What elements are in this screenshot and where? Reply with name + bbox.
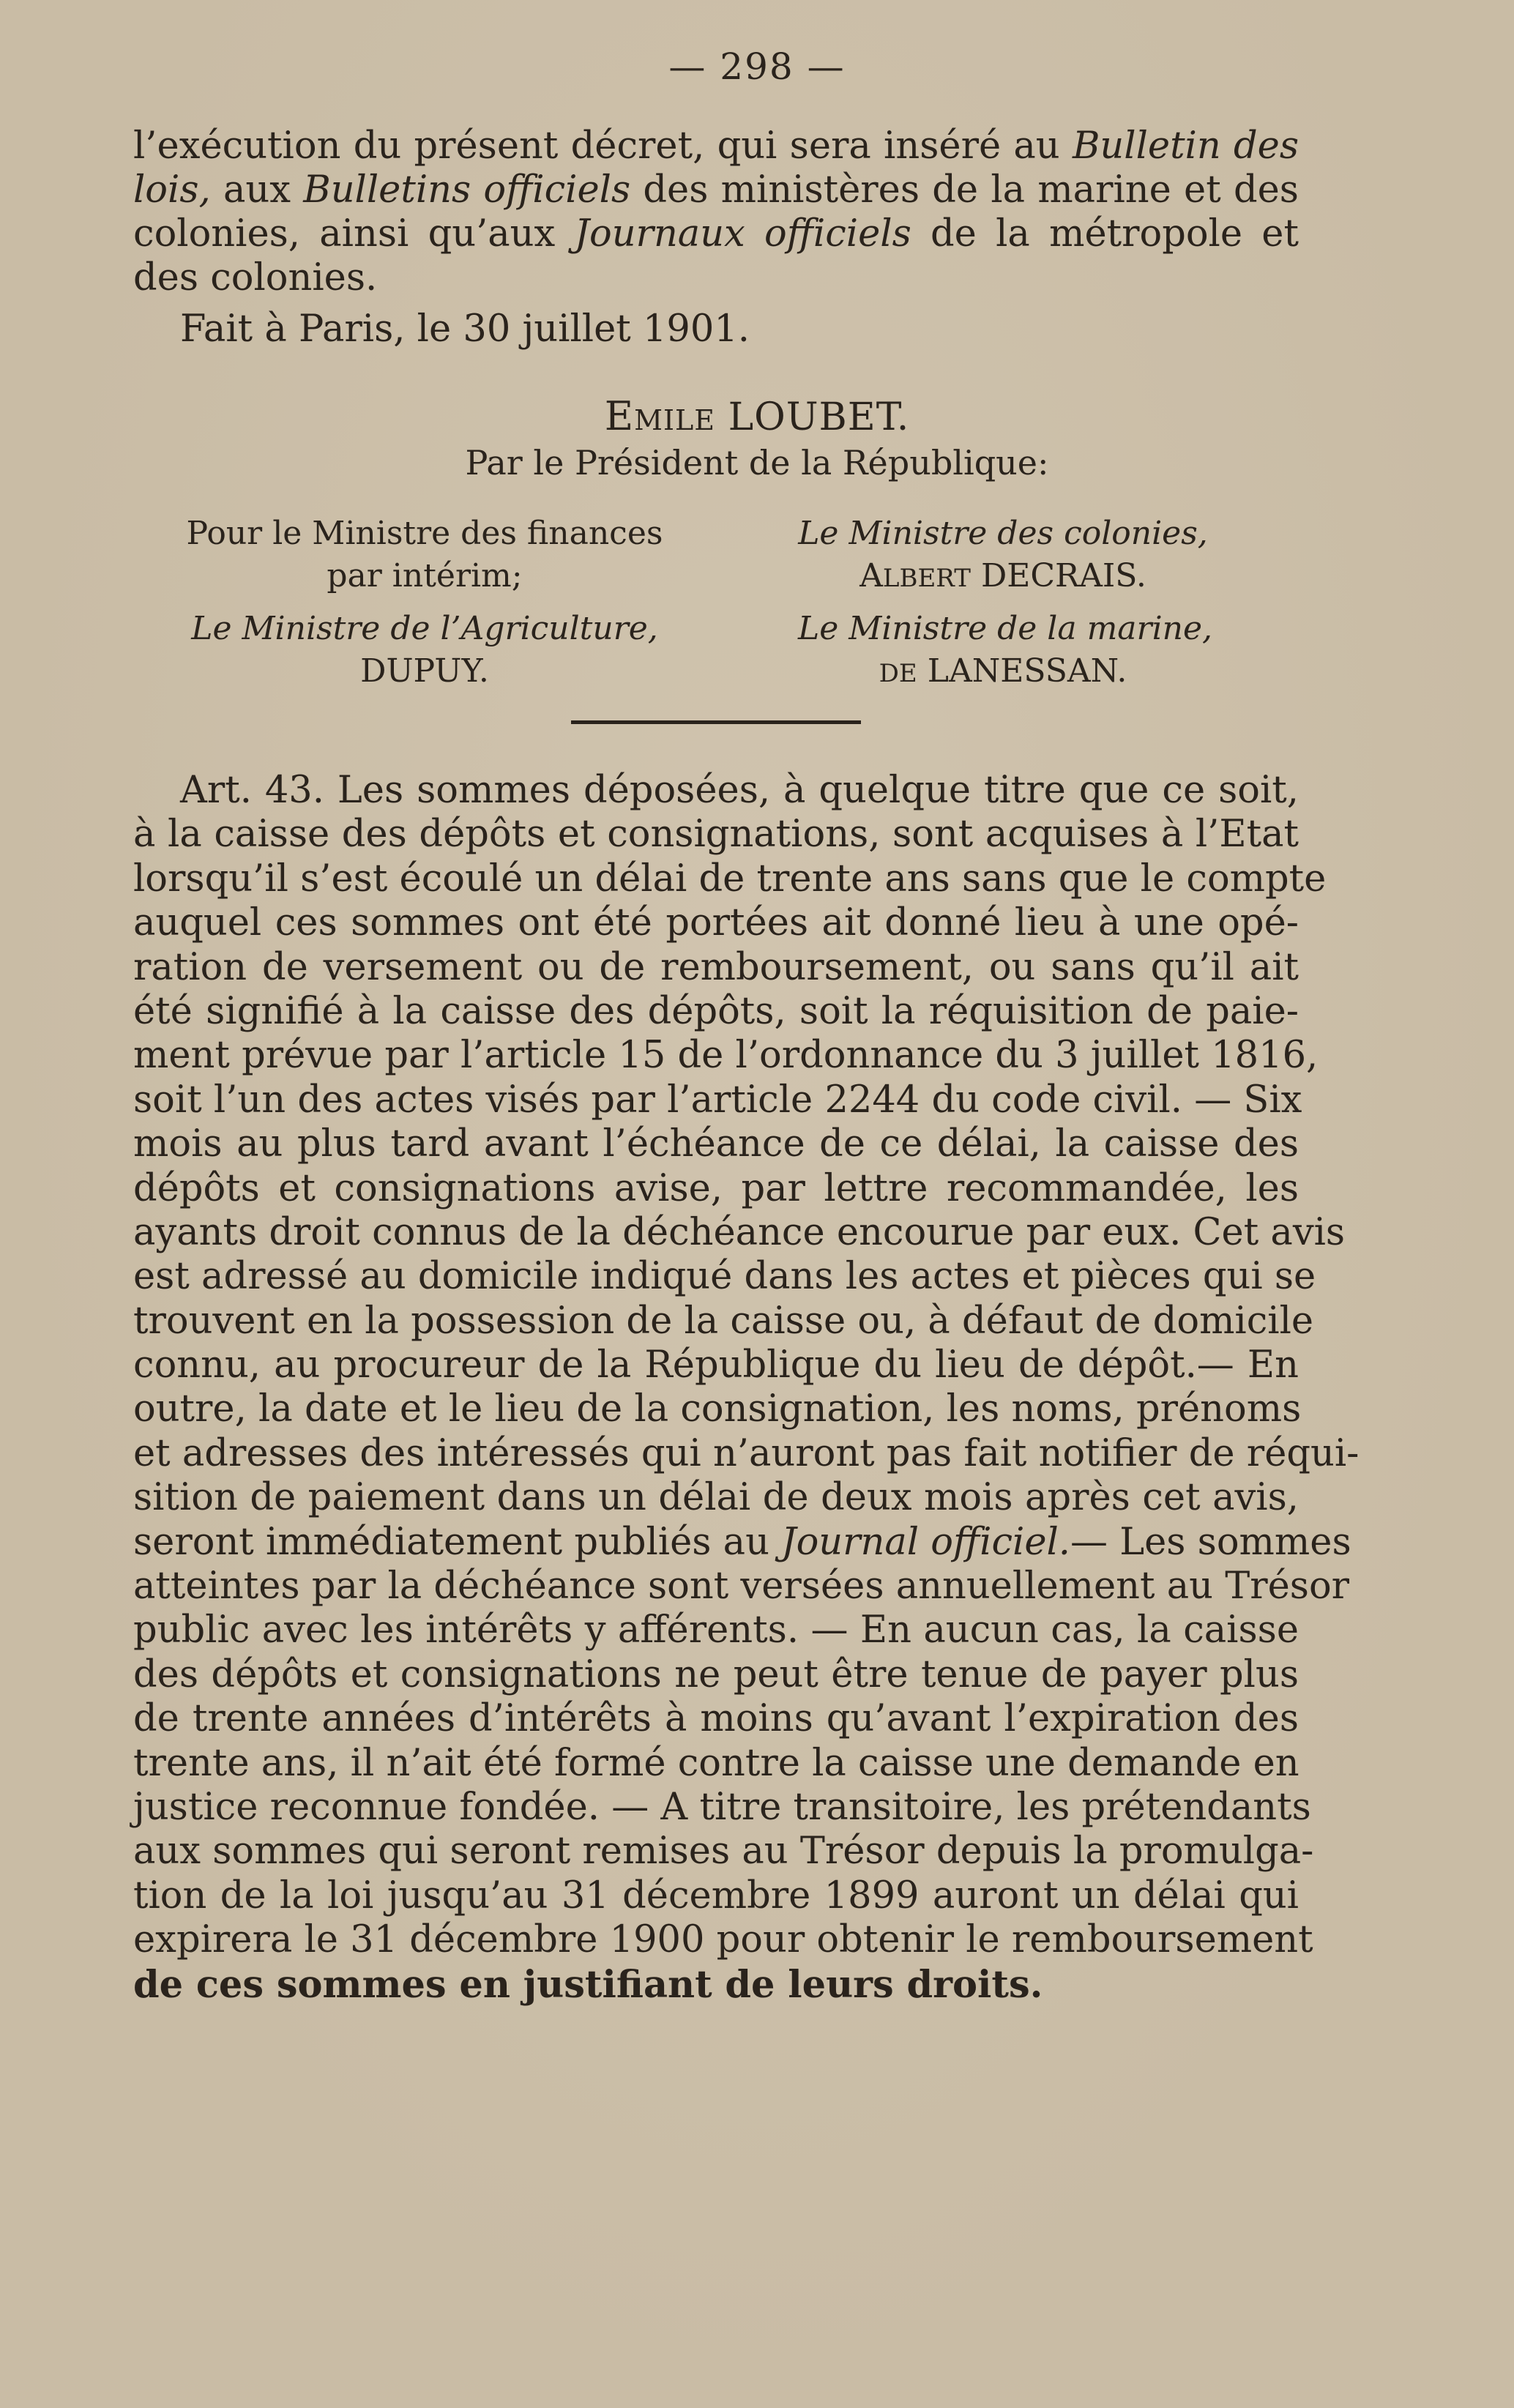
signatory-initial: E [604, 393, 635, 439]
signatory-last-name: LOUBET. [728, 395, 910, 439]
article-43-paragraph [133, 769, 1360, 2007]
article-line: soit l’un des actes visés par l’article 2244 du code civil. — Six [133, 1078, 1302, 1122]
article-line: expirera le 31 décembre 1900 pour obtenir le remboursement [133, 1918, 1313, 1962]
sig-left-line-2: par intérim; [327, 557, 523, 594]
sig-left-line-1: Pour le Ministre des finances [186, 515, 663, 552]
article-line: lorsqu’il s’est écoulé un délai de trente ans sans que le compte [133, 857, 1327, 901]
article-line-last: de ces sommes en justifiant de leurs droits. [133, 1962, 1043, 2007]
intro-line-3-text: colonies, ainsi qu’aux [133, 212, 556, 256]
section-divider [571, 720, 861, 724]
article-line-18-tail: — Les sommes [1070, 1520, 1351, 1564]
sig-right-name: DECRAIS. [980, 557, 1146, 594]
article-line: ment prévue par l’article 15 de l’ordonnance du 3 juillet 1816, [133, 1034, 1319, 1078]
intro-line-2-tail: des ministères de la marine et des [643, 168, 1299, 212]
article-line: trente ans, il n’ait été formé contre la caisse une demande en [133, 1741, 1299, 1785]
article-line: dépôts et consignations avise, par lettre recommandée, les [133, 1166, 1299, 1210]
sig-left-line-4: DUPUY. [360, 652, 489, 690]
signatures-right [798, 512, 1213, 693]
article-line: ration de versement ou de remboursement, ou sans qu’il ait [133, 945, 1299, 989]
article-line: Art. 43. Les sommes déposées, à quelque titre que ce soit, [180, 769, 1299, 812]
signatures-left [176, 512, 674, 693]
article-line: trouvent en la possession de la caisse ou, à défaut de domicile [133, 1299, 1314, 1343]
intro-line-1 [133, 124, 1299, 168]
sig-right-line-3: Le Ministre de la marine, [798, 610, 1213, 647]
article-line: ayants droit connus de la déchéance encourue par eux. Cet avis [133, 1210, 1346, 1254]
date-line: Fait à Paris, le 30 juillet 1901. [180, 307, 750, 351]
signatory-name [0, 393, 1514, 439]
article-line: été signifié à la caisse des dépôts, soit la réquisition de paie- [133, 989, 1299, 1033]
article-line: tion de la loi jusqu’au 31 décembre 1899 auront un délai qui [133, 1874, 1299, 1917]
signatory-first-rest: MILE [634, 404, 716, 436]
article-line-18-text: seront immédiatement publiés au [133, 1520, 769, 1564]
article-line: public avec les intérêts y afférents. — En aucun cas, la caisse [133, 1609, 1299, 1652]
article-line: auquel ces sommes ont été portées ait donné lieu à une opé- [133, 901, 1299, 945]
sig-right-lanessan: LANESSAN. [927, 652, 1127, 690]
article-line: aux sommes qui seront remises au Trésor depuis la promulga- [133, 1830, 1314, 1874]
intro-paragraph [133, 124, 1299, 300]
article-line: justice reconnue fondée. — A titre transitoire, les prétendants [133, 1785, 1311, 1829]
intro-line-2: lois, aux Bulletins officiels des ministères de la marine et des [133, 168, 1299, 212]
article-line: outre, la date et le lieu de la consignation, les noms, prénoms [133, 1387, 1302, 1431]
page-number: — 298 — [668, 45, 846, 88]
intro-line-1-text: l’exécution du présent décret, qui sera inséré au [133, 124, 1060, 168]
article-line: des dépôts et consignations ne peut être tenue de payer plus [133, 1652, 1299, 1696]
article-italic-journal: Journal officiel. [781, 1520, 1071, 1564]
sig-left-line-3: Le Ministre de l’Agriculture, [191, 610, 658, 647]
sig-right-line-1: Le Ministre des colonies, [798, 515, 1208, 552]
intro-italic-bulletins: Bulletins officiels [303, 168, 631, 212]
sig-right-line-2 [798, 555, 1208, 597]
article-line: de trente années d’intérêts à moins qu’avant l’expiration des [133, 1697, 1299, 1741]
article-line: mois au plus tard avant l’échéance de ce délai, la caisse des [133, 1122, 1299, 1166]
intro-line-4: des colonies. [133, 256, 378, 299]
article-line-journal [133, 1520, 1351, 1565]
article-line: atteintes par la déchéance sont versées annuellement au Trésor [133, 1565, 1350, 1609]
sig-right-prefix: DE [879, 659, 917, 688]
intro-line-3 [133, 212, 1299, 256]
sig-right-first-rest: LBERT [882, 564, 971, 593]
intro-line-3-tail: de la métropole et [931, 212, 1299, 256]
intro-italic-journaux: Journaux officiels [574, 212, 911, 256]
article-line: connu, au procureur de la République du lieu de dépôt.— En [133, 1343, 1299, 1387]
by-president-line: Par le Président de la République: [465, 443, 1049, 482]
intro-italic-bulletin: Bulletin des [1072, 124, 1299, 168]
sig-right-initial: A [859, 557, 883, 594]
article-line: à la caisse des dépôts et consignations, sont acquises à l’Etat [133, 813, 1299, 857]
article-line: sition de paiement dans un délai de deux mois après cet avis, [133, 1476, 1299, 1520]
article-line: et adresses des intéressés qui n’auront pas fait notifier de réqui- [133, 1431, 1360, 1475]
article-line: est adressé au domicile indiqué dans les actes et pièces qui se [133, 1255, 1316, 1299]
sig-right-line-4 [798, 650, 1208, 693]
